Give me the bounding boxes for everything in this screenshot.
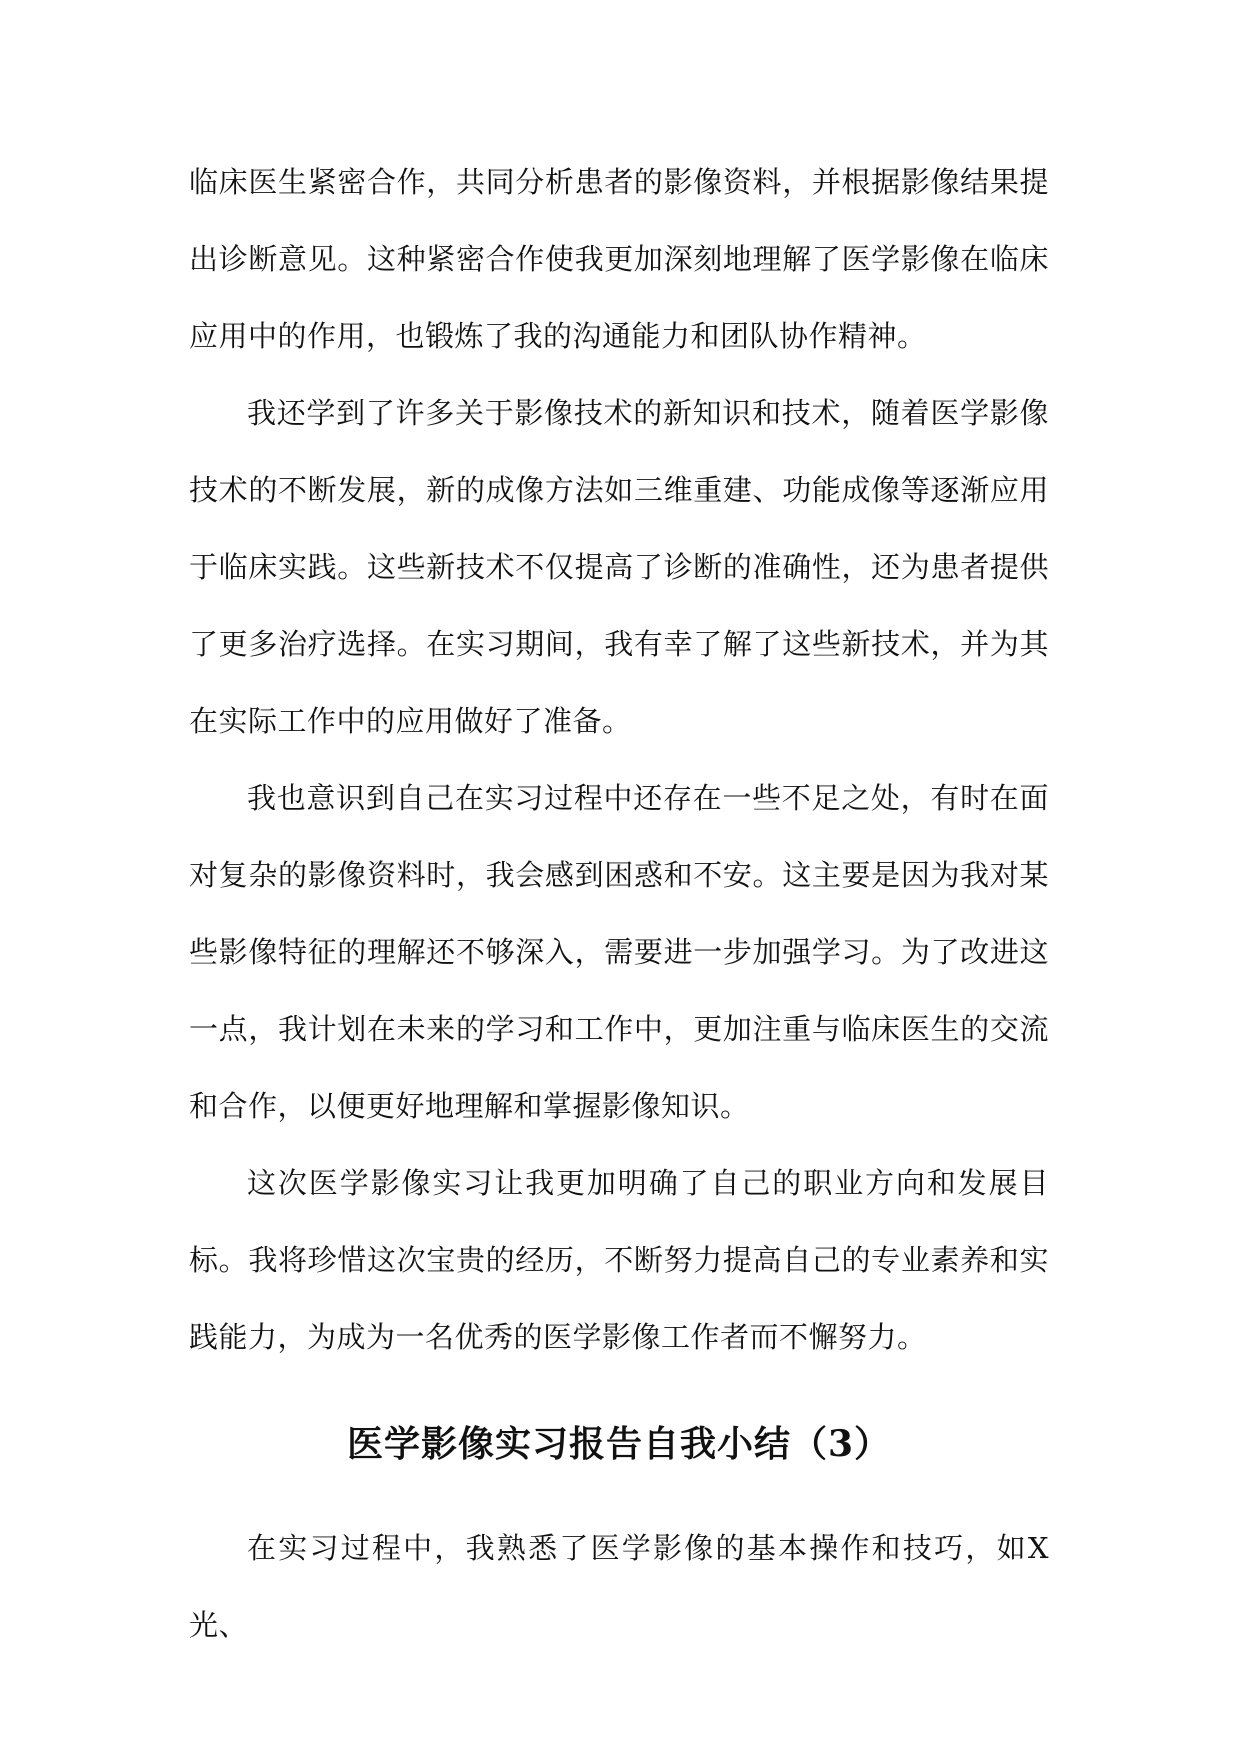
paragraph-section-opening: 在实习过程中，我熟悉了医学影像的基本操作和技巧，如X光、: [189, 1531, 1049, 1642]
section-title: 医学影像实习报告自我小结（3）: [346, 1423, 892, 1465]
document-content: [189, 144, 1049, 1664]
paragraph-continuation: 临床医生紧密合作，共同分析患者的影像资料，并根据影像结果提出诊断意见。这种紧密合作使我更加深刻地理解了医学影像在临床应用中的作用，也锻炼了我的沟通能力和团队协作精神。: [189, 165, 1049, 353]
paragraph-career-goals: 这次医学影像实习让我更加明确了自己的职业方向和发展目标。我将珍惜这次宝贵的经历，不断努力提高自己的专业素养和实践能力，为成为一名优秀的医学影像工作者而不懈努力。: [189, 1166, 1049, 1354]
paragraph-new-imaging-technology: 我还学到了许多关于影像技术的新知识和技术，随着医学影像技术的不断发展，新的成像方法如三维重建、功能成像等逐渐应用于临床实践。这些新技术不仅提高了诊断的准确性，还为患者提供了更多治疗选择。在实习期间，我有幸了解了这些新技术，并为其在实际工作中的应用做好了准备。: [189, 396, 1049, 738]
paragraph-shortcomings: 我也意识到自己在实习过程中还存在一些不足之处，有时在面对复杂的影像资料时，我会感到困惑和不安。这主要是因为我对某些影像特征的理解还不够深入，需要进一步加强学习。为了改进这一点，我计划在未来的学习和工作中，更加注重与临床医生的交流和合作，以便更好地理解和掌握影像知识。: [189, 781, 1049, 1123]
